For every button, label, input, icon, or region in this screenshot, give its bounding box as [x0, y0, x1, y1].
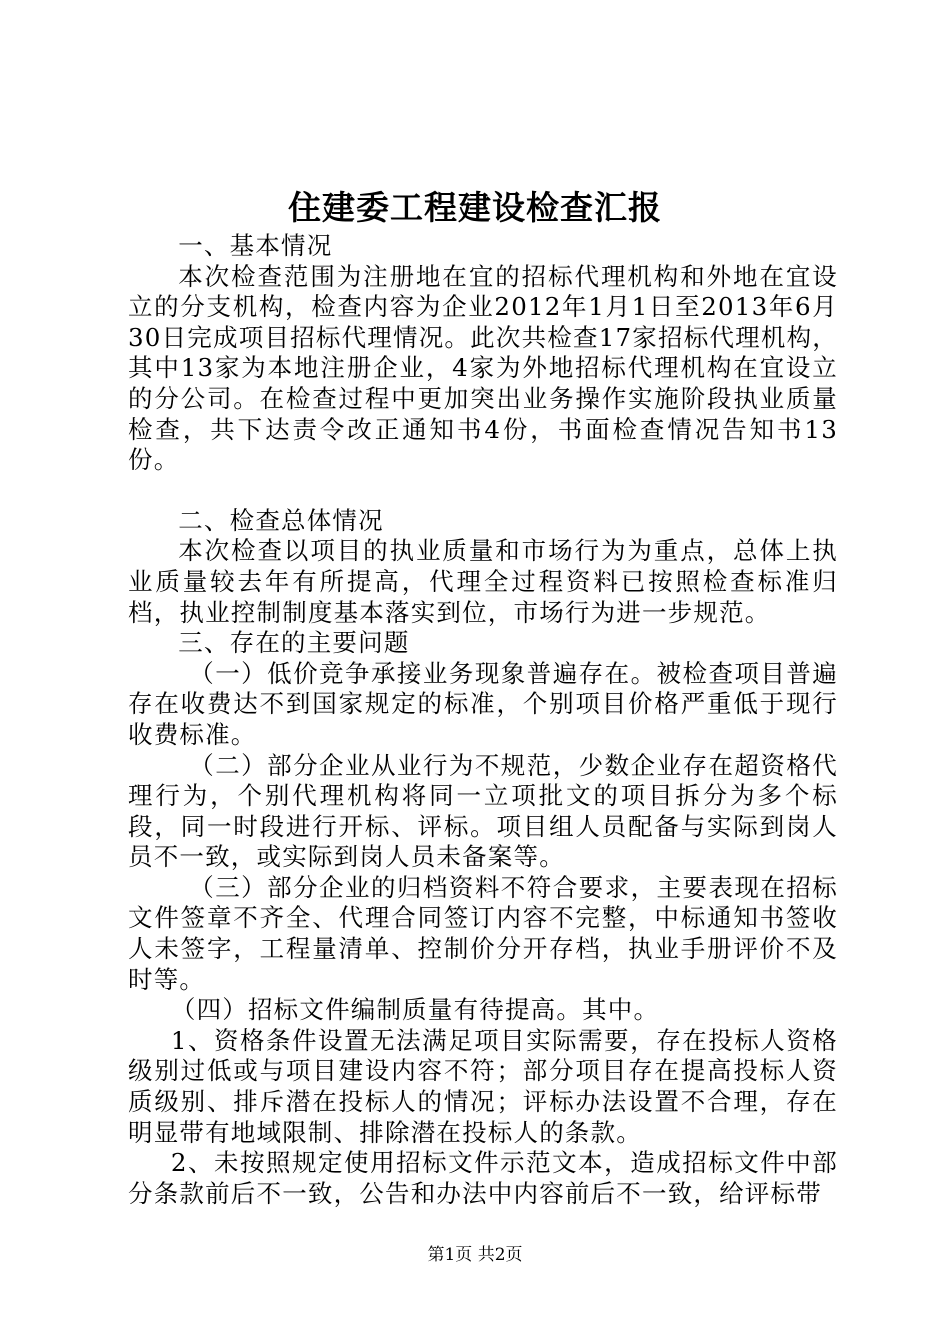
paragraph-gap	[128, 476, 838, 506]
paragraph-problem-4: （四）招标文件编制质量有待提高。其中。	[170, 995, 660, 1025]
paragraph-item-2: 2、未按照规定使用招标文件示范文本，造成招标文件中部分条款前后不一致，公告和办法中内容前后不一致，给评标带	[128, 1148, 838, 1208]
document-body	[128, 231, 838, 1209]
paragraph-problem-1: （一）低价竞争承接业务现象普遍存在。被检查项目普遍存在收费达不到国家规定的标准，个别项目价格严重低于现行收费标准。	[128, 658, 838, 749]
page-footer: 第1页 共2页	[427, 1245, 523, 1265]
paragraph-overall: 本次检查以项目的执业质量和市场行为为重点，总体上执业质量较去年有所提高，代理全过程资料已按照检查标准归档，执业控制制度基本落实到位，市场行为进一步规范。	[128, 536, 838, 627]
section-heading-basic: 一、基本情况	[178, 231, 333, 260]
paragraph-item-1: 1、资格条件设置无法满足项目实际需要，存在投标人资格级别过低或与项目建设内容不符；部分项目存在提高投标人资质级别、排斥潜在投标人的情况；评标办法设置不合理，存在明显带有地域限制、排除潜在投标人的条款。	[128, 1025, 838, 1147]
paragraph-problem-3: （三）部分企业的归档资料不符合要求，主要表现在招标文件签章不齐全、代理合同签订内容不完整，中标通知书签收人未签字，工程量清单、控制价分开存档，执业手册评价不及时等。	[128, 872, 838, 994]
paragraph-basic-info: 本次检查范围为注册地在宜的招标代理机构和外地在宜设立的分支机构，检查内容为企业2012年1月1日至2013年6月30日完成项目招标代理情况。此次共检查17家招标代理机构，其中13家为本地注册企业，4家为外地招标代理机构在宜设立的分公司。在检查过程中更加突出业务操作实施阶段执业质量检查，共下达责令改正通知书4份，书面检查情况告知书13份。	[128, 261, 838, 475]
document-title: 住建委工程建设检查汇报	[288, 188, 662, 227]
section-heading-problems: 三、存在的主要问题	[178, 628, 410, 658]
section-heading-overall: 二、检查总体情况	[178, 505, 384, 535]
paragraph-problem-2: （二）部分企业从业行为不规范，少数企业存在超资格代理行为，个别代理机构将同一立项批文的项目拆分为多个标段，同一时段进行开标、评标。项目组人员配备与实际到岗人员不一致，或实际到岗人员未备案等。	[128, 750, 838, 872]
